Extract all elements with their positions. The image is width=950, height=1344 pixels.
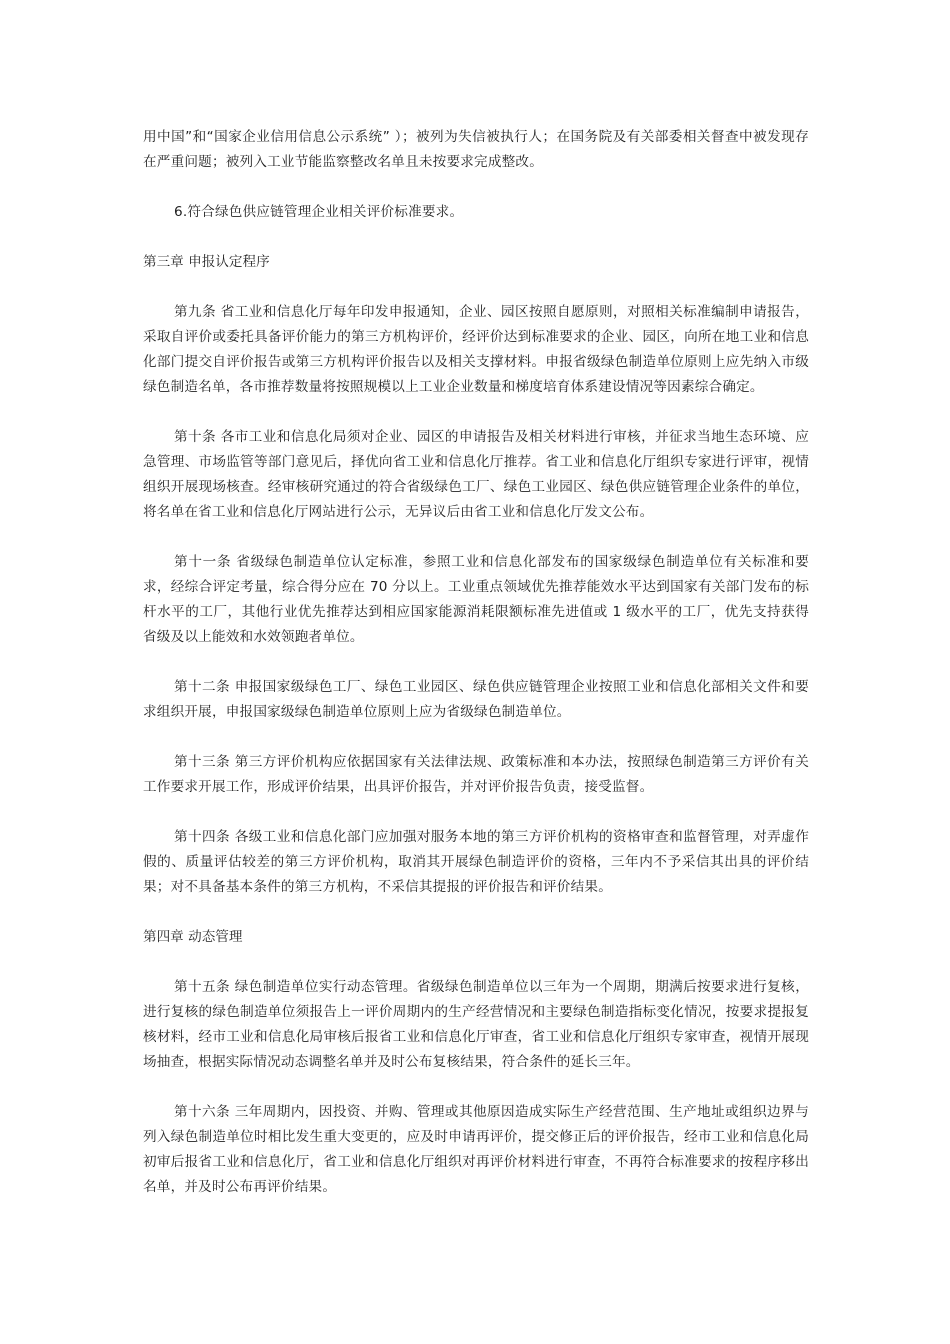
chapter-3-heading: 第三章 申报认定程序 — [143, 254, 270, 270]
article-15-paragraph: 第十五条 绿色制造单位实行动态管理。省级绿色制造单位以三年为一个周期，期满后按要求进行复核，进行复核的绿色制造单位须报告上一评价周期内的生产经营情况和主要绿色制造指标变化情况，按要求提报复核材料，经市工业和信息化局审核后报省工业和信息化厅审查，省工业和信息化厅组织专家审查，视情开展现场抽查，根据实际情况动态调整名单并及时公布复核结果，符合条件的延长三年。 — [143, 979, 809, 1070]
article-12-paragraph: 第十二条 申报国家级绿色工厂、绿色工业园区、绿色供应链管理企业按照工业和信息化部相关文件和要求组织开展，申报国家级绿色制造单位原则上应为省级绿色制造单位。 — [143, 679, 809, 720]
article-14-paragraph: 第十四条 各级工业和信息化部门应加强对服务本地的第三方评价机构的资格审查和监督管理，对弄虚作假的、质量评估较差的第三方评价机构，取消其开展绿色制造评价的资格，三年内不予采信其出具的评价结果；对不具备基本条件的第三方机构，不采信其提报的评价报告和评价结果。 — [143, 829, 809, 895]
article-13-paragraph: 第十三条 第三方评价机构应依据国家有关法律法规、政策标准和本办法，按照绿色制造第三方评价有关工作要求开展工作，形成评价结果，出具评价报告，并对评价报告负责，接受监督。 — [143, 754, 809, 795]
article-9-paragraph: 第九条 省工业和信息化厅每年印发申报通知，企业、园区按照自愿原则，对照相关标准编制申请报告，采取自评价或委托具备评价能力的第三方机构评价，经评价达到标准要求的企业、园区，向所在地工业和信息化部门提交自评价报告或第三方机构评价报告以及相关支撑材料。申报省级绿色制造单位原则上应先纳入市级绿色制造名单，各市推荐数量将按照规模以上工业企业数量和梯度培育体系建设情况等因素综合确定。 — [143, 304, 809, 395]
paragraph-continued: 用中国”和“国家企业信用信息公示系统” ）；被列为失信被执行人；在国务院及有关部委相关督查中被发现存在严重问题；被列入工业节能监察整改名单且未按要求完成整改。 — [143, 129, 809, 170]
article-11-paragraph: 第十一条 省级绿色制造单位认定标准，参照工业和信息化部发布的国家级绿色制造单位有关标准和要求，经综合评定考量，综合得分应在 70 分以上。工业重点领域优先推荐能效水平达到国家有关部门发布的标杆水平的工厂，其他行业优先推荐达到相应国家能源消耗限额标准先进值或 1 级水平的工厂，优先支持获得省级及以上能效和水效领跑者单位。 — [143, 554, 809, 645]
paragraph-item-6: 6.符合绿色供应链管理企业相关评价标准要求。 — [174, 204, 464, 220]
article-10-paragraph: 第十条 各市工业和信息化局须对企业、园区的申请报告及相关材料进行审核，并征求当地生态环境、应急管理、市场监管等部门意见后，择优向省工业和信息化厅推荐。省工业和信息化厅组织专家进行评审，视情组织开展现场核查。经审核研究通过的符合省级绿色工厂、绿色工业园区、绿色供应链管理企业条件的单位，将名单在省工业和信息化厅网站进行公示，无异议后由省工业和信息化厅发文公布。 — [143, 429, 809, 520]
chapter-4-heading: 第四章 动态管理 — [143, 929, 243, 945]
article-16-paragraph: 第十六条 三年周期内，因投资、并购、管理或其他原因造成实际生产经营范围、生产地址或组织边界与列入绿色制造单位时相比发生重大变更的，应及时申请再评价，提交修正后的评价报告，经市工业和信息化局初审后报省工业和信息化厅，省工业和信息化厅组织对再评价材料进行审查，不再符合标准要求的按程序移出名单，并及时公布再评价结果。 — [143, 1104, 809, 1195]
document-page — [143, 125, 809, 1225]
